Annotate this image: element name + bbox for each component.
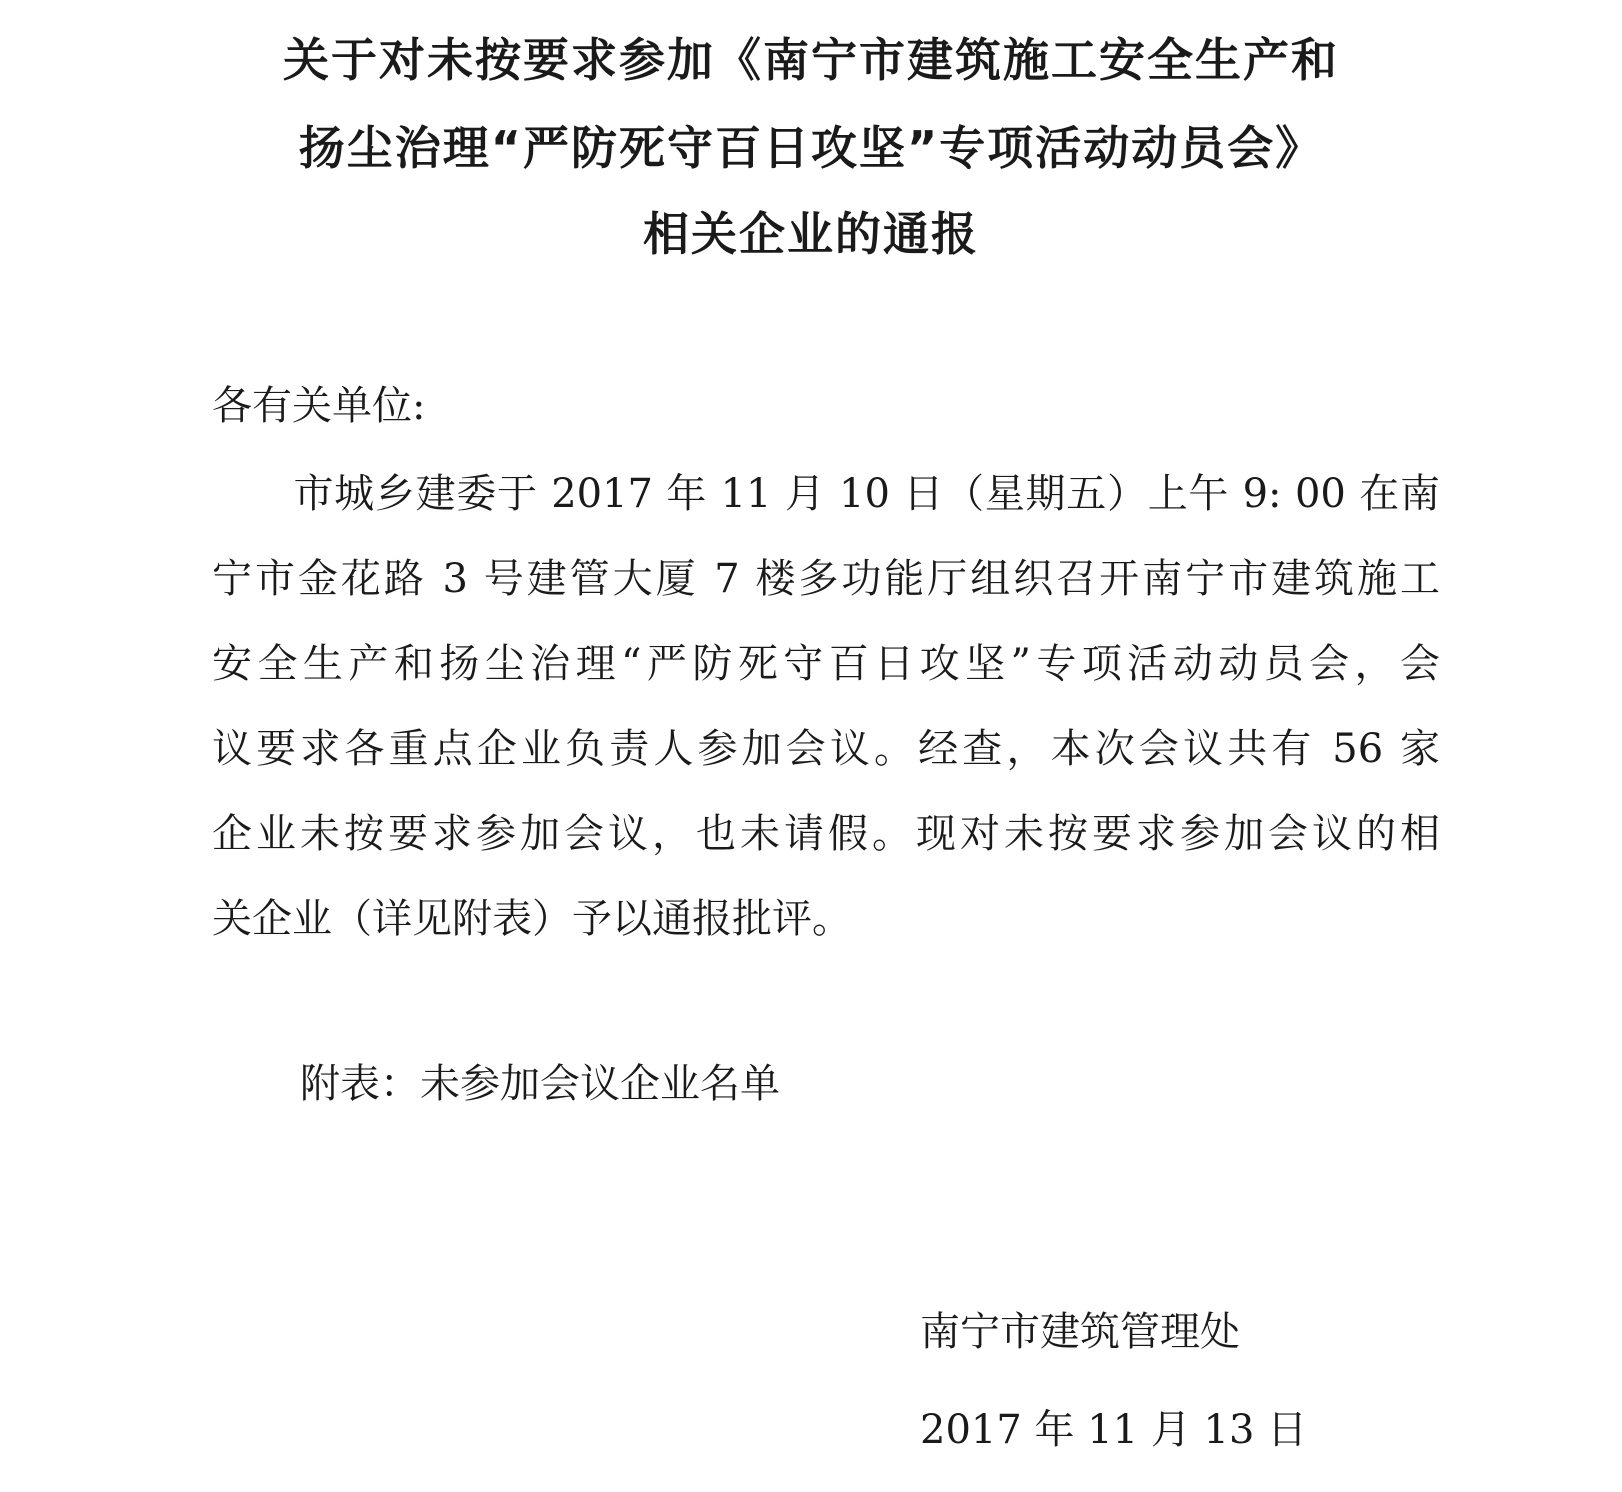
body-line-5: 企业未按要求参加会议，也未请假。现对未按要求参加会议的相 <box>212 811 1440 857</box>
body-line-4: 议要求各重点企业负责人参加会议。经查，本次会议共有 56 家 <box>212 726 1440 772</box>
signature-date: 2017 年 11 月 13 日 <box>920 1407 1308 1453</box>
title-line-1: 关于对未按要求参加《南宁市建筑施工安全生产和 <box>283 33 1339 87</box>
signer-organization: 南宁市建筑管理处 <box>920 1309 1240 1355</box>
body-line-1: 市城乡建委于 2017 年 11 月 10 日（星期五）上午 9: 00 在南 <box>212 471 1440 517</box>
body-line-3: 安全生产和扬尘治理“严防死守百日攻坚”专项活动动员会，会 <box>212 641 1440 687</box>
title-line-3: 相关企业的通报 <box>643 207 979 261</box>
attachment-note: 附表：未参加会议企业名单 <box>300 1061 780 1107</box>
body-line-2: 宁市金花路 3 号建管大厦 7 楼多功能厅组织召开南宁市建筑施工 <box>212 556 1440 602</box>
salutation: 各有关单位: <box>212 383 426 429</box>
title-line-2: 扬尘治理“严防死守百日攻坚”专项活动动员会》 <box>298 121 1324 175</box>
body-line-6: 关企业（详见附表）予以通报批评。 <box>212 896 852 942</box>
